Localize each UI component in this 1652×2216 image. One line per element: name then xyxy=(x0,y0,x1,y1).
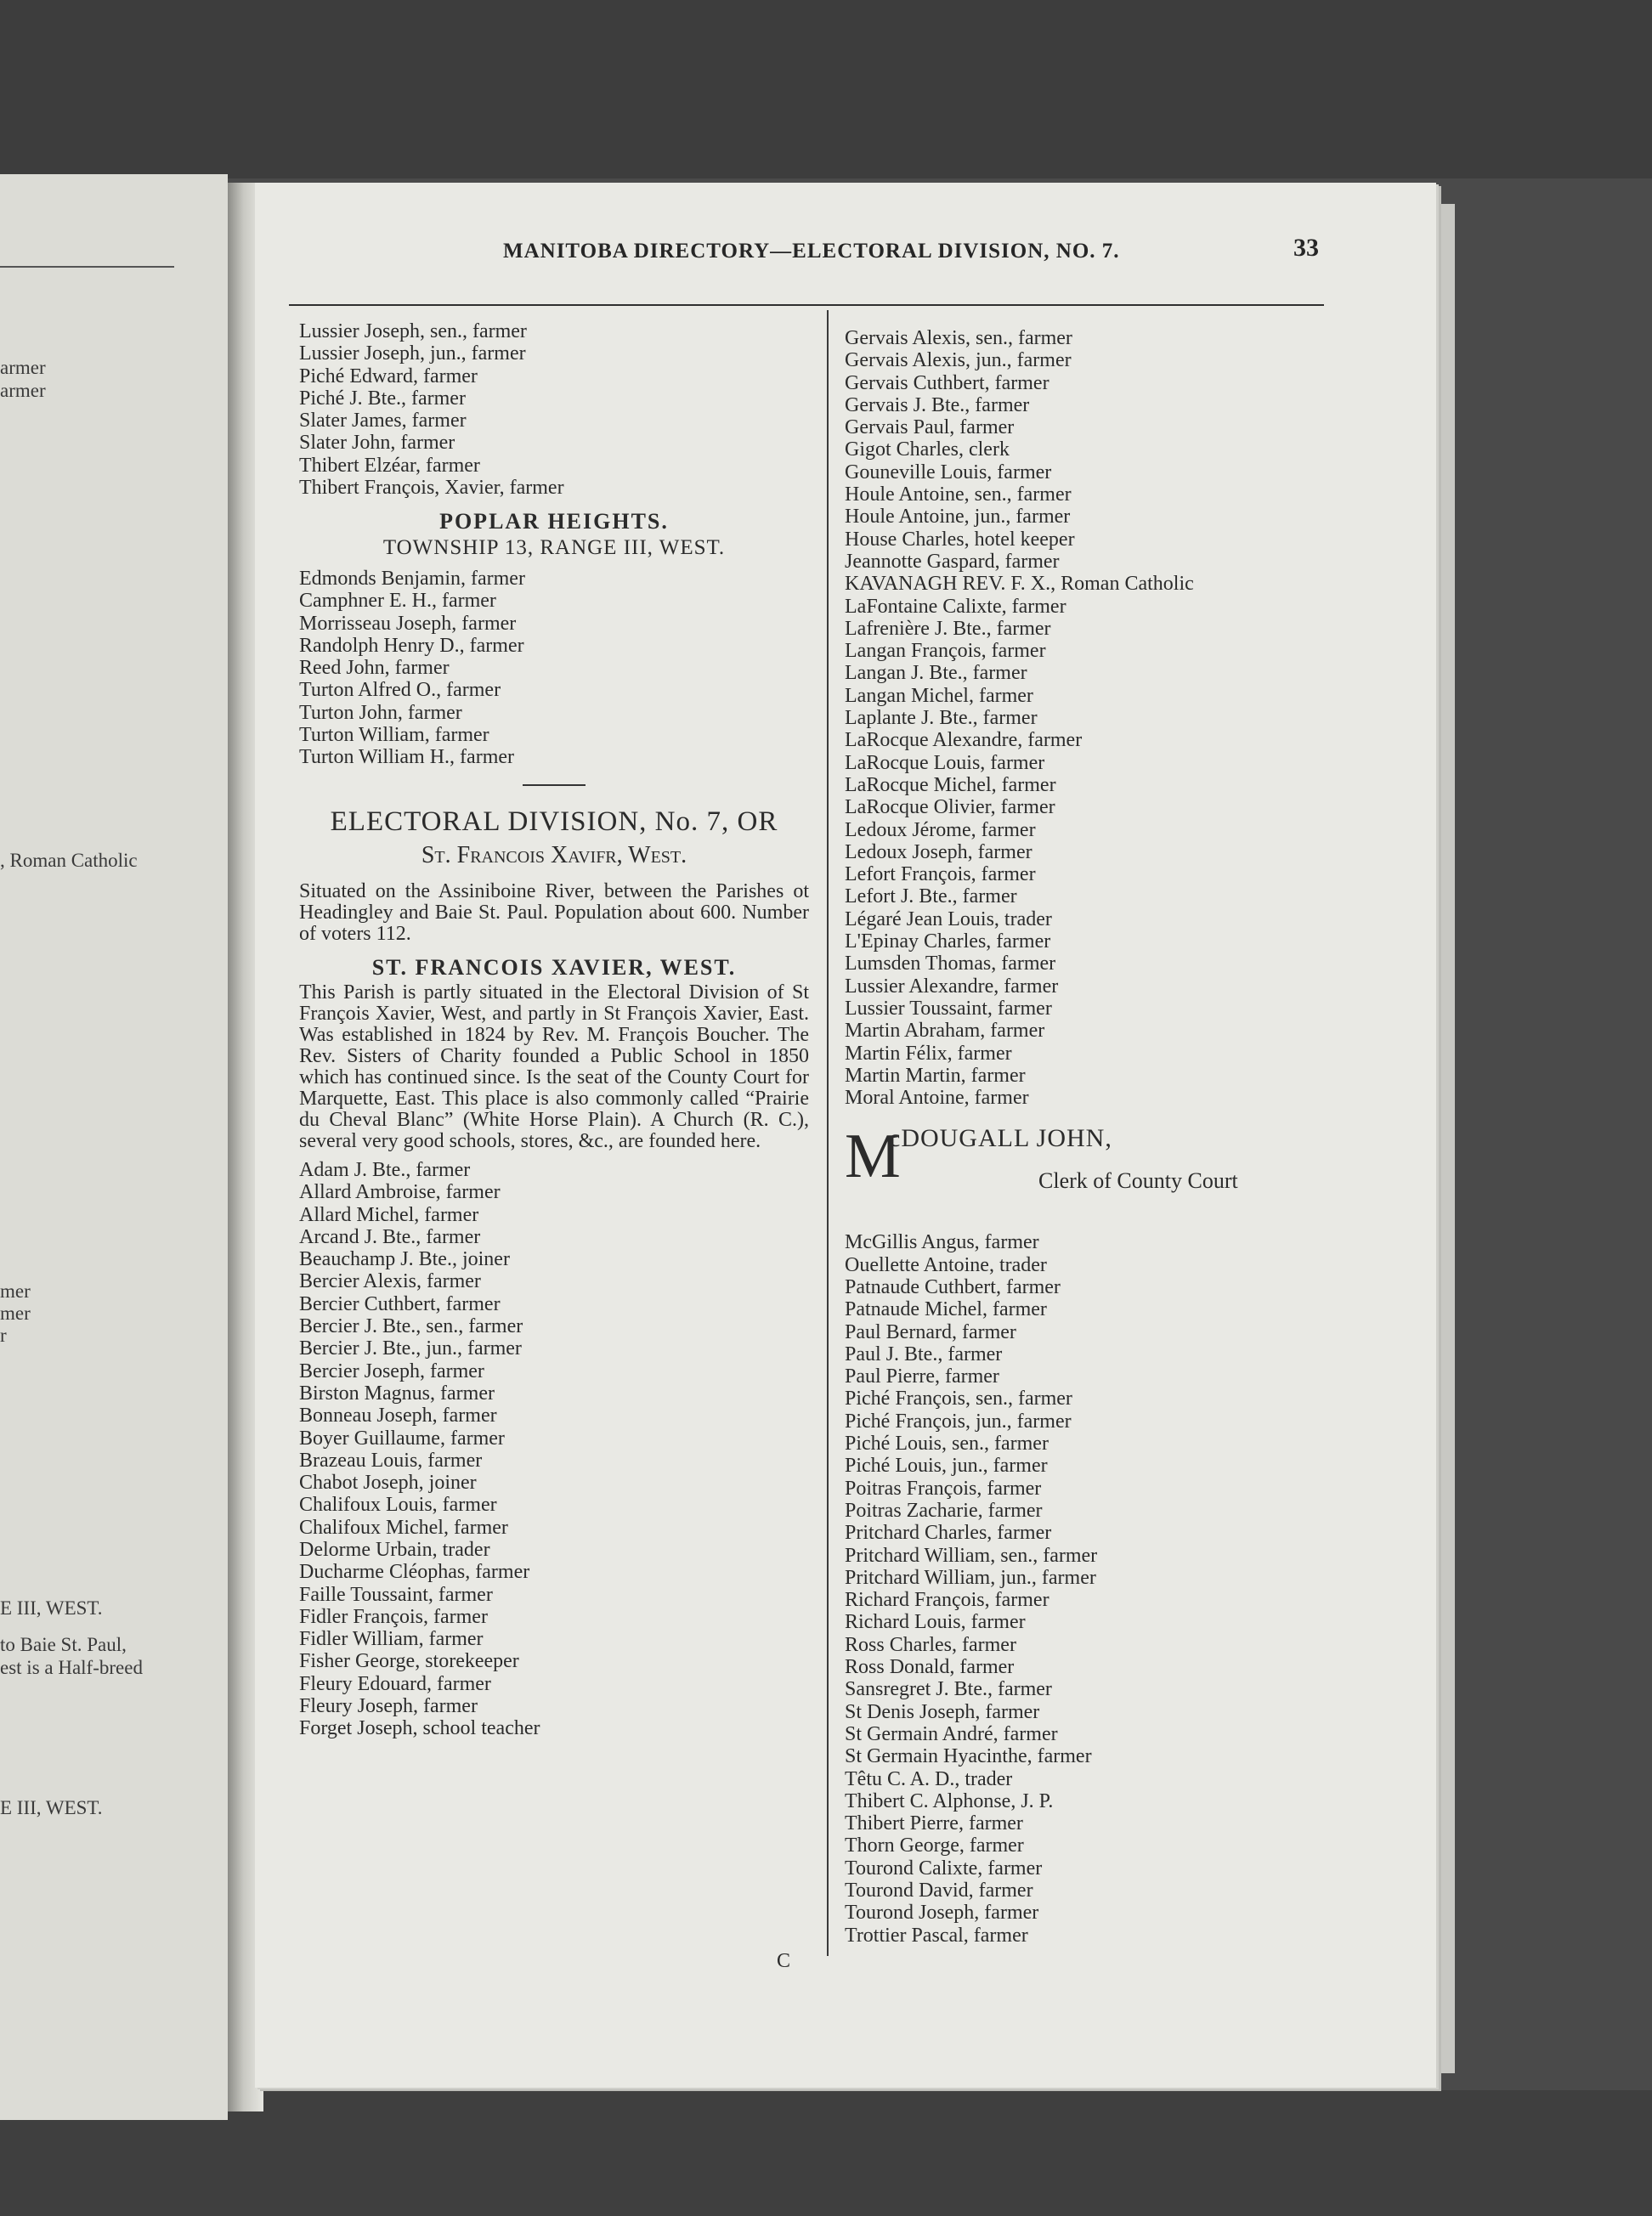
division-description xyxy=(299,881,809,945)
division-description-text: Situated on the Assiniboine River, between the Parishes ot Headingley and Baie St. Paul. Population about 600. Number of voters 112. xyxy=(299,879,809,945)
directory-entry: Pritchard William, jun., farmer xyxy=(845,1566,1096,1589)
directory-entry: Fidler William, farmer xyxy=(299,1628,484,1651)
directory-entry: Laplante J. Bte., farmer xyxy=(845,707,1038,730)
directory-entry: Piché François, jun., farmer xyxy=(845,1410,1072,1433)
directory-entry: Gervais Cuthbert, farmer xyxy=(845,371,1049,394)
directory-entry: Lefort J. Bte., farmer xyxy=(845,885,1017,908)
mcdougall-notice xyxy=(845,1122,1423,1223)
directory-entry: Beauchamp J. Bte., joiner xyxy=(299,1248,510,1271)
directory-entry: House Charles, hotel keeper xyxy=(845,528,1075,551)
directory-entry: Martin Martin, farmer xyxy=(845,1064,1026,1087)
directory-entry: Slater James, farmer xyxy=(299,410,467,432)
directory-entry: Martin Abraham, farmer xyxy=(845,1020,1045,1043)
directory-entry: Pritchard Charles, farmer xyxy=(845,1522,1052,1545)
directory-entry: Tourond Calixte, farmer xyxy=(845,1857,1043,1880)
directory-entry: L'Epinay Charles, farmer xyxy=(845,930,1051,953)
directory-entry: Chalifoux Louis, farmer xyxy=(299,1494,497,1517)
directory-entry: Lussier Alexandre, farmer xyxy=(845,975,1059,998)
directory-entry: Faille Toussaint, farmer xyxy=(299,1583,493,1606)
directory-entry: KAVANAGH REV. F. X., Roman Catholic xyxy=(845,573,1194,596)
directory-entry: Thibert Pierre, farmer xyxy=(845,1812,1023,1835)
directory-entry: Piché Edward, farmer xyxy=(299,365,478,387)
directory-entry: Lussier Joseph, sen., farmer xyxy=(299,320,527,342)
parish-description xyxy=(299,982,809,1152)
directory-entry: Langan Michel, farmer xyxy=(845,684,1033,707)
directory-entry: St Germain André, farmer xyxy=(845,1722,1058,1745)
directory-entry: Martin Félix, farmer xyxy=(845,1042,1012,1065)
fragment-text: r xyxy=(0,1325,7,1346)
directory-entry: Thibert François, Xavier, farmer xyxy=(299,477,564,500)
directory-entry: Fleury Joseph, farmer xyxy=(299,1695,478,1718)
fragment-text: E III, WEST. xyxy=(0,1797,103,1818)
directory-entry: Houle Antoine, jun., farmer xyxy=(845,506,1071,529)
section-heading-parish: ST. FRANCOIS XAVIER, WEST. xyxy=(371,954,737,980)
directory-entry: Fidler François, farmer xyxy=(299,1605,488,1628)
section-subheading-township: TOWNSHIP 13, RANGE III, WEST. xyxy=(382,535,726,559)
column-divider xyxy=(827,310,829,1956)
directory-entry: Brazeau Louis, farmer xyxy=(299,1449,483,1472)
page-number: 33 xyxy=(1293,234,1319,262)
directory-entry: Turton John, farmer xyxy=(299,701,462,724)
directory-entry: Bercier Cuthbert, farmer xyxy=(299,1292,501,1315)
directory-entry: LaRocque Michel, farmer xyxy=(845,773,1056,796)
directory-entry: Gervais J. Bte., farmer xyxy=(845,393,1030,416)
directory-entry: Langan François, farmer xyxy=(845,640,1046,663)
directory-entry: Lafrenière J. Bte., farmer xyxy=(845,617,1051,640)
directory-entry: Gouneville Louis, farmer xyxy=(845,461,1052,483)
directory-entry: LaFontaine Calixte, farmer xyxy=(845,595,1066,618)
directory-entry: Houle Antoine, sen., farmer xyxy=(845,483,1072,506)
directory-entry: Morrisseau Joseph, farmer xyxy=(299,612,517,635)
directory-entry: Bercier Joseph, farmer xyxy=(299,1360,484,1382)
directory-entry: Allard Ambroise, farmer xyxy=(299,1181,501,1204)
directory-entry: Thorn George, farmer xyxy=(845,1834,1024,1857)
entry-list-parish xyxy=(299,1159,809,1740)
directory-entry: Trottier Pascal, farmer xyxy=(845,1924,1028,1947)
notice-name: cDOUGALL JOHN, xyxy=(889,1124,1112,1153)
directory-entry: Turton William, farmer xyxy=(299,724,489,747)
directory-entry: Ducharme Cléophas, farmer xyxy=(299,1561,530,1584)
directory-entry: Boyer Guillaume, farmer xyxy=(299,1427,505,1450)
directory-entry: Chalifoux Michel, farmer xyxy=(299,1516,508,1539)
directory-entry: Slater John, farmer xyxy=(299,432,455,455)
directory-entry: Poitras Zacharie, farmer xyxy=(845,1499,1043,1522)
directory-entry: Lussier Toussaint, farmer xyxy=(845,997,1052,1020)
fragment-text: , Roman Catholic xyxy=(0,850,138,871)
directory-entry: Turton William H., farmer xyxy=(299,746,515,769)
directory-entry: Thibert C. Alphonse, J. P. xyxy=(845,1789,1054,1812)
previous-page-rule xyxy=(0,266,174,268)
directory-entry: Langan J. Bte., farmer xyxy=(845,662,1027,685)
directory-entry: Bercier Alexis, farmer xyxy=(299,1270,481,1293)
electoral-division-subheading: St. Francois Xavifr, West. xyxy=(421,841,687,868)
scan-background-top xyxy=(0,0,1652,178)
directory-entry: Ross Charles, farmer xyxy=(845,1633,1016,1656)
running-head: MANITOBA DIRECTORY—ELECTORAL DIVISION, NO. 7. xyxy=(503,240,1120,263)
entry-list-poplar-heights xyxy=(299,568,809,769)
directory-entry: Gervais Paul, farmer xyxy=(845,416,1015,439)
directory-entry: Ross Donald, farmer xyxy=(845,1656,1015,1679)
directory-entry: Camphner E. H., farmer xyxy=(299,590,496,613)
fragment-text: mer xyxy=(0,1280,31,1302)
fragment-text: est is a Half-breed xyxy=(0,1657,143,1678)
fragment-text: armer xyxy=(0,380,46,401)
signature-mark: C xyxy=(777,1950,791,1972)
left-column xyxy=(299,320,809,1740)
notice-office: Clerk of County Court xyxy=(1038,1168,1238,1194)
directory-entry: Piché J. Bte., farmer xyxy=(299,387,466,410)
directory-entry: LaRocque Olivier, farmer xyxy=(845,796,1055,819)
directory-entry: Turton Alfred O., farmer xyxy=(299,679,501,702)
directory-entry: Fleury Edouard, farmer xyxy=(299,1672,491,1695)
page-edge xyxy=(1436,204,1455,2073)
directory-entry: Jeannotte Gaspard, farmer xyxy=(845,550,1060,573)
directory-entry: Tourond David, farmer xyxy=(845,1880,1033,1902)
directory-entry: Richard Louis, farmer xyxy=(845,1611,1026,1634)
right-column xyxy=(845,327,1423,1947)
directory-entry: Pritchard William, sen., farmer xyxy=(845,1544,1098,1567)
directory-entry: Moral Antoine, farmer xyxy=(845,1087,1029,1110)
directory-entry: Edmonds Benjamin, farmer xyxy=(299,567,525,590)
directory-entry: Piché Louis, sen., farmer xyxy=(845,1433,1049,1456)
directory-entry: Lefort François, farmer xyxy=(845,863,1036,886)
directory-entry: Bercier J. Bte., jun., farmer xyxy=(299,1337,522,1360)
directory-entry: Lussier Joseph, jun., farmer xyxy=(299,342,526,365)
entry-list-m-to-t xyxy=(845,1231,1423,1947)
directory-entry: Tourond Joseph, farmer xyxy=(845,1902,1039,1925)
section-heading-poplar-heights: POPLAR HEIGHTS. xyxy=(439,509,669,534)
directory-entry: Chabot Joseph, joiner xyxy=(299,1472,477,1495)
directory-entry: Piché Louis, jun., farmer xyxy=(845,1455,1048,1478)
directory-entry: Fisher George, storekeeper xyxy=(299,1650,519,1673)
directory-entry: Poitras François, farmer xyxy=(845,1477,1042,1500)
directory-entry: St Germain Hyacinthe, farmer xyxy=(845,1745,1092,1768)
directory-entry: Lumsden Thomas, farmer xyxy=(845,953,1056,975)
header-rule xyxy=(289,304,1324,306)
directory-entry: Paul Bernard, farmer xyxy=(845,1320,1016,1343)
directory-entry: Ledoux Joseph, farmer xyxy=(845,840,1032,863)
fragment-text: E III, WEST. xyxy=(0,1597,103,1619)
directory-entry: Thibert Elzéar, farmer xyxy=(299,454,480,477)
directory-entry: Delorme Urbain, trader xyxy=(299,1538,490,1561)
directory-entry: LaRocque Alexandre, farmer xyxy=(845,729,1083,752)
directory-entry: Gervais Alexis, sen., farmer xyxy=(845,327,1072,349)
directory-entry: St Denis Joseph, farmer xyxy=(845,1700,1040,1723)
directory-entry: Patnaude Michel, farmer xyxy=(845,1298,1047,1321)
entry-list-g-to-m xyxy=(845,327,1423,1109)
entry-list-top xyxy=(299,320,809,499)
section-divider xyxy=(523,784,586,786)
directory-entry: Allard Michel, farmer xyxy=(299,1203,479,1226)
fragment-text: to Baie St. Paul, xyxy=(0,1634,127,1655)
directory-entry: Forget Joseph, school teacher xyxy=(299,1717,540,1740)
directory-entry: Reed John, farmer xyxy=(299,657,450,680)
directory-entry: Légaré Jean Louis, trader xyxy=(845,907,1052,930)
parish-description-text: This Parish is partly situated in the Electoral Division of St François Xavier, West, and partly in St François Xavier, East. Was established in 1824 by Rev. M. François Boucher. The Rev. Sisters of Charity founded a Public School in 1850 which has continued since. Is the seat of the County Court for Marquette, East. This place is also commonly called “Prairie du Cheval Blanc” (White Horse Plain). A Church (R. C.), several very good schools, stores, &c., are founded here. xyxy=(299,981,809,1152)
directory-entry: Bonneau Joseph, farmer xyxy=(299,1405,497,1427)
directory-entry: Paul J. Bte., farmer xyxy=(845,1343,1003,1365)
directory-entry: Patnaude Cuthbert, farmer xyxy=(845,1275,1061,1298)
electoral-division-heading: ELECTORAL DIVISION, No. 7, OR xyxy=(330,806,778,837)
fragment-text: armer xyxy=(0,357,46,378)
directory-entry: Ledoux Jérome, farmer xyxy=(845,818,1036,841)
previous-page-fragment xyxy=(0,174,228,2120)
directory-entry: Birston Magnus, farmer xyxy=(299,1382,495,1405)
directory-page xyxy=(255,183,1436,2088)
directory-entry: Bercier J. Bte., sen., farmer xyxy=(299,1315,523,1338)
directory-entry: Ouellette Antoine, trader xyxy=(845,1253,1047,1276)
directory-entry: Arcand J. Bte., farmer xyxy=(299,1225,481,1248)
directory-entry: Piché François, sen., farmer xyxy=(845,1388,1072,1410)
directory-entry: Richard François, farmer xyxy=(845,1589,1049,1612)
directory-entry: Gervais Alexis, jun., farmer xyxy=(845,349,1072,372)
directory-entry: McGillis Angus, farmer xyxy=(845,1231,1039,1254)
directory-entry: Paul Pierre, farmer xyxy=(845,1365,999,1388)
notice-initial: M xyxy=(845,1122,901,1192)
directory-entry: LaRocque Louis, farmer xyxy=(845,751,1045,774)
directory-entry: Sansregret J. Bte., farmer xyxy=(845,1678,1052,1701)
directory-entry: Adam J. Bte., farmer xyxy=(299,1158,471,1181)
directory-entry: Gigot Charles, clerk xyxy=(845,438,1010,461)
fragment-text: mer xyxy=(0,1303,31,1324)
directory-entry: Randolph Henry D., farmer xyxy=(299,634,524,657)
directory-entry: Têtu C. A. D., trader xyxy=(845,1767,1013,1790)
